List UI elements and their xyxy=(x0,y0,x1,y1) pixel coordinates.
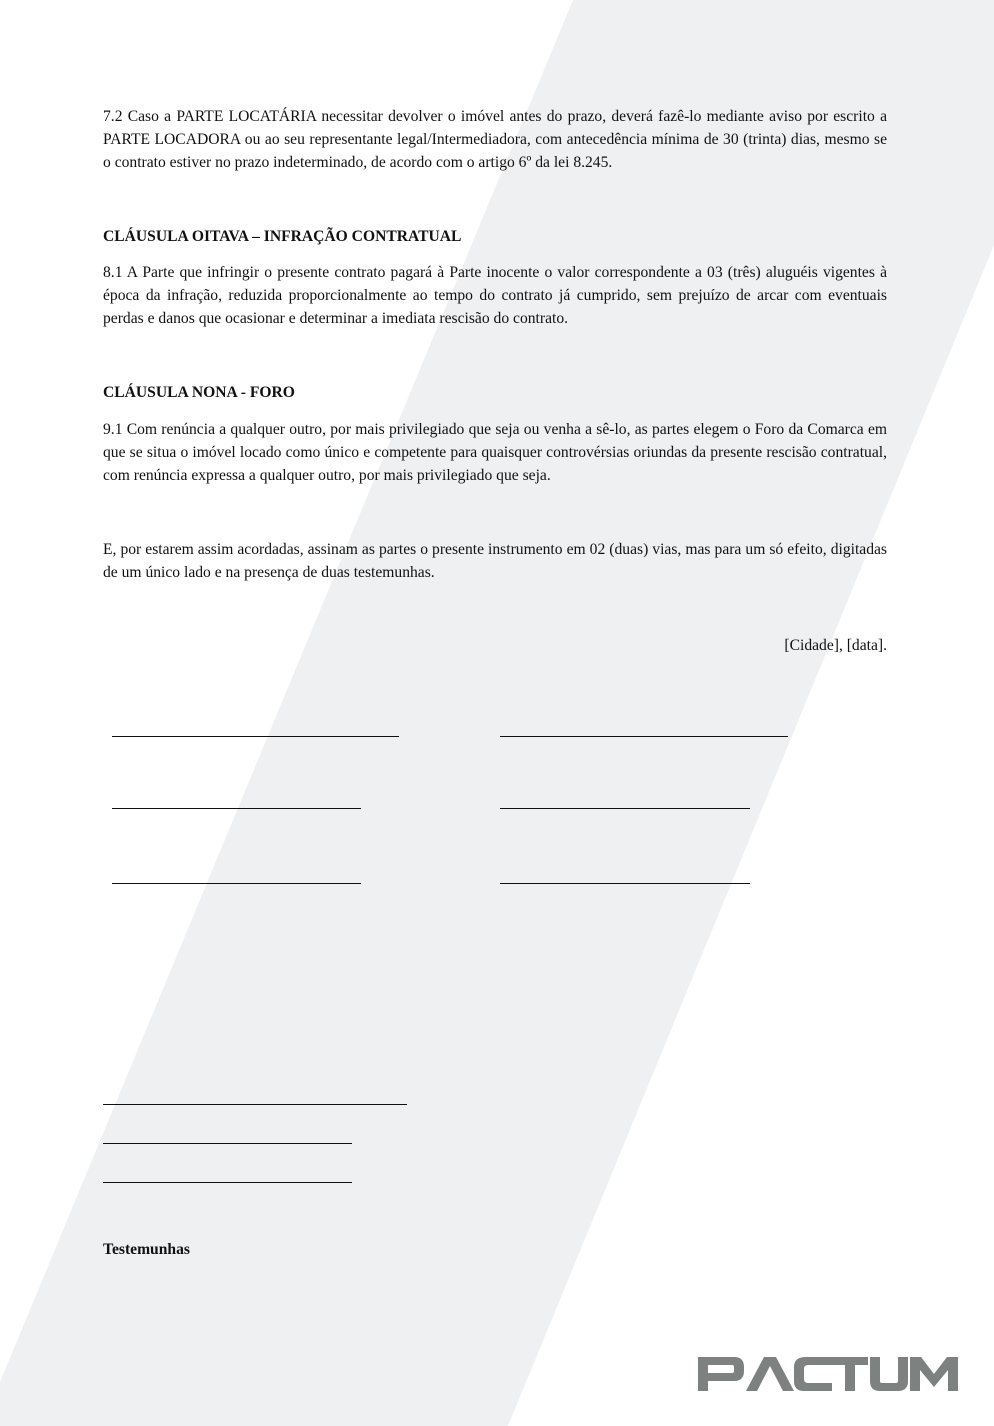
clause-9-heading: CLÁUSULA NONA - FORO xyxy=(103,384,295,401)
pactum-logo-icon xyxy=(696,1354,960,1394)
signature-line xyxy=(112,736,399,737)
signature-line xyxy=(103,1182,352,1183)
signature-line xyxy=(500,808,750,809)
signature-line xyxy=(103,1104,407,1105)
signature-line xyxy=(500,736,788,737)
signature-line xyxy=(112,883,361,884)
closing-paragraph: E, por estarem assim acordadas, assinam as partes o presente instrumento em 02 (duas) vias, mas para um só efeito, digitadas de um único lado e na presença de duas testemunhas. xyxy=(103,541,887,581)
witnesses-label: Testemunhas xyxy=(103,1241,190,1258)
signature-line xyxy=(112,808,361,809)
signature-line xyxy=(103,1143,352,1144)
clause-8-heading: CLÁUSULA OITAVA – INFRAÇÃO CONTRATUAL xyxy=(103,228,462,245)
clause-9-1-paragraph: 9.1 Com renúncia a qualquer outro, por mais privilegiado que seja ou venha a sê-lo, as partes elegem o Foro da Comarca em que se situa o imóvel locado como único e competente para quaisquer controvérsias oriundas da presente rescisão contratual, com renúncia expressa a qualquer outro, por mais privilegiado que seja. xyxy=(103,421,887,484)
clause-8-1-paragraph: 8.1 A Parte que infringir o presente contrato pagará à Parte inocente o valor correspondente a 03 (três) aluguéis vigentes à época da infração, reduzida proporcionalmente ao tempo do contrato já cumprido, sem prejuízo de arcar com eventuais perdas e danos que ocasionar e determinar a imediata rescisão do contrato. xyxy=(103,264,887,327)
place-date: [Cidade], [data]. xyxy=(784,637,887,654)
clause-7-2-paragraph: 7.2 Caso a PARTE LOCATÁRIA necessitar devolver o imóvel antes do prazo, deverá fazê-lo mediante aviso por escrito a PARTE LOCADORA ou ao seu representante legal/Intermediadora, com antecedência mínima de 30 (trinta) dias, mesmo se o contrato estiver no prazo indeterminado, de acordo com o artigo 6º da lei 8.245. xyxy=(103,108,887,171)
signature-line xyxy=(500,883,750,884)
